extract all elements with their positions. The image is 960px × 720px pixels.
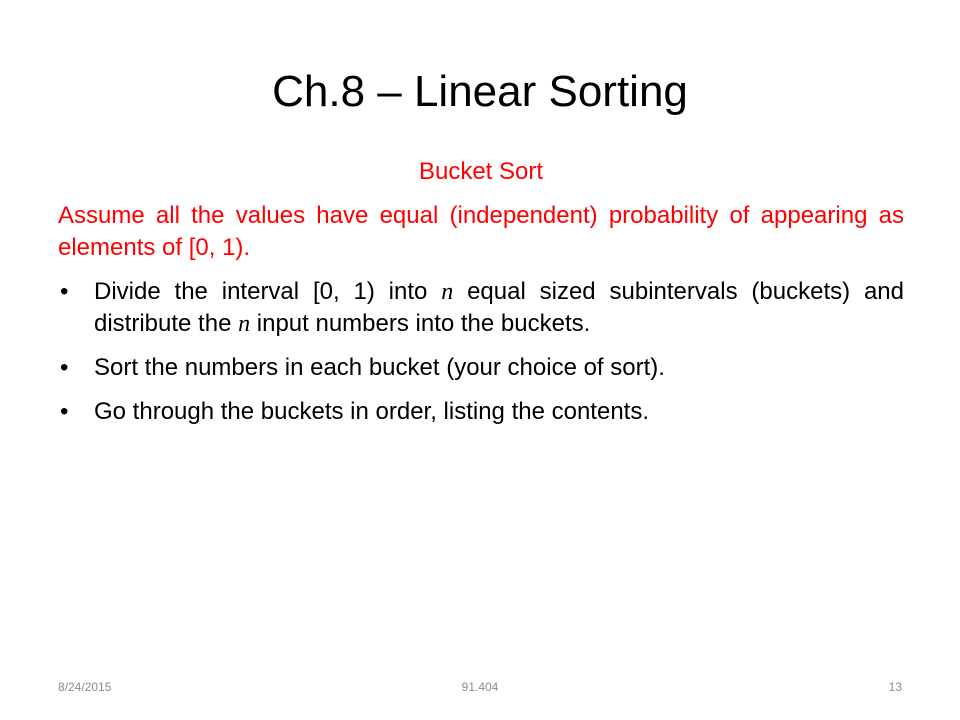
bullet-dot-icon: • bbox=[60, 278, 69, 305]
slide-title: Ch.8 – Linear Sorting bbox=[272, 67, 688, 116]
footer-page-number: 13 bbox=[888, 680, 902, 694]
slide-subtitle: Bucket Sort bbox=[418, 158, 544, 185]
bullet-text-part: input numbers into the buckets. bbox=[250, 310, 591, 337]
footer-course: 91.404 bbox=[461, 680, 499, 694]
bullet-dot-icon: • bbox=[60, 354, 69, 381]
bullet-text: Sort the numbers in each bucket (your choice of sort). bbox=[94, 354, 665, 381]
assumption-text: Assume all the values have equal (independent) probability of appearing as elements of [0, 1). bbox=[58, 202, 904, 261]
bullet-text-part: Divide the interval [0, 1) into bbox=[94, 278, 442, 305]
bullet-list bbox=[58, 276, 904, 428]
bullet-text-part: equal sized subintervals (buckets) and distribute the bbox=[94, 278, 904, 337]
variable-n: n bbox=[238, 311, 251, 337]
bullet-item-list bbox=[58, 396, 904, 428]
footer-date: 8/24/2015 bbox=[58, 680, 112, 694]
bullet-text: Go through the buckets in order, listing the contents. bbox=[94, 398, 649, 425]
slide-body bbox=[58, 156, 904, 440]
bullet-item-sort bbox=[58, 352, 904, 384]
bullet-dot-icon: • bbox=[60, 398, 69, 425]
bullet-item-divide bbox=[58, 276, 904, 340]
variable-n: n bbox=[441, 279, 454, 305]
